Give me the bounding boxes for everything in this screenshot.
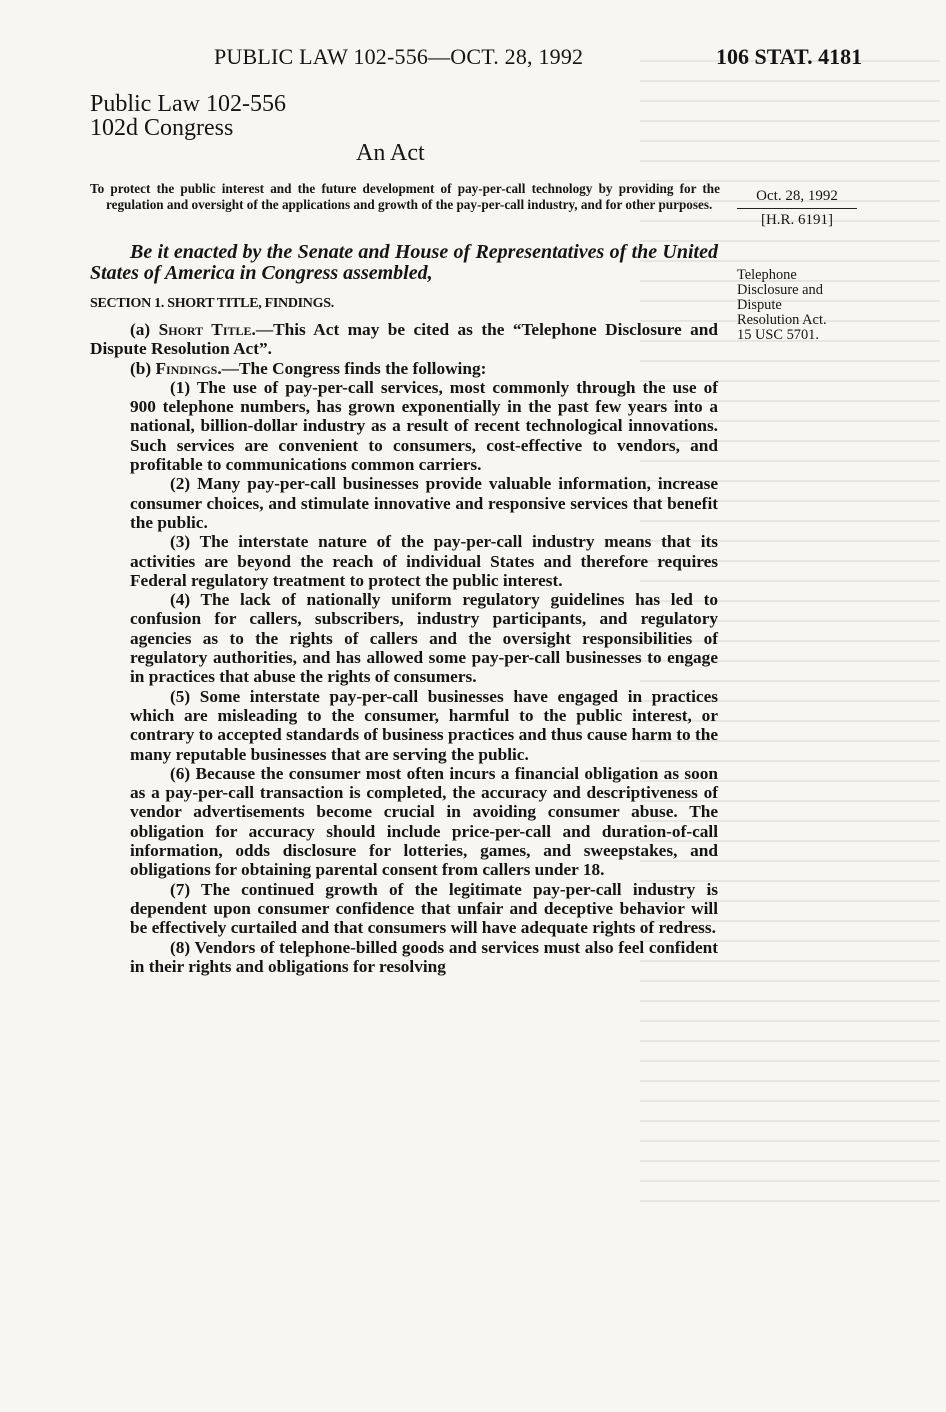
running-head: PUBLIC LAW 102-556—OCT. 28, 1992 (214, 44, 584, 69)
congress-label: 102d Congress (90, 115, 234, 141)
finding-5: (5) Some interstate pay-per-call businesses have engaged in practices which are misleading to the consumer, harmful to the public interest, or contrary to accepted standards of business practices and thus cause harm to the many reputable businesses that are serving the public. (130, 686, 718, 764)
purpose-text: To protect the public interest and the future development of pay-per-call technology by providing for the regulation and oversight of the applications and growth of the pay-per-call industry, and for other purposes. (90, 181, 720, 212)
finding-2: (2) Many pay-per-call businesses provide valuable information, increase consumer choices, and stimulate innovative and responsive services that benefit the public. (130, 474, 718, 532)
subsection-b-label: (b) (130, 358, 156, 378)
margin-short-title-line: Dispute (737, 297, 782, 313)
law-identification (90, 92, 286, 140)
public-law-number: Public Law 102-556 (90, 91, 286, 117)
subsection-a (90, 320, 718, 359)
margin-rule (737, 208, 857, 209)
margin-short-title-line: Disclosure and (737, 282, 823, 298)
margin-short-title-line: Resolution Act. (737, 312, 827, 328)
enacting-clause: Be it enacted by the Senate and House of Representatives of the United States of America in Congress assembled, (90, 241, 718, 284)
usc-citation: 15 USC 5701. (737, 327, 819, 343)
margin-short-title-line: Telephone (737, 267, 797, 283)
subsection-a-caption: Short Title (158, 320, 252, 339)
section-heading: SECTION 1. SHORT TITLE, FINDINGS. (90, 296, 334, 311)
finding-4: (4) The lack of nationally uniform regulatory guidelines has led to confusion for callers, subscribers, industry participants, and regulatory agencies as to the rights of callers and the oversight responsibilities of regulatory authorities, and has allowed some pay-per-call businesses to engage in practices that abuse the rights of consumers. (130, 590, 718, 687)
act-heading: An Act (356, 140, 425, 166)
section-body (90, 320, 718, 976)
finding-8: (8) Vendors of telephone-billed goods and services must also feel confident in their rights and obligations for resolving (130, 937, 718, 976)
enactment-date: Oct. 28, 1992 (756, 188, 838, 204)
margin-date-note (737, 187, 857, 230)
bill-number: [H.R. 6191] (760, 212, 834, 228)
finding-7: (7) The continued growth of the legitimate pay-per-call industry is dependent upon consumer confidence that unfair and deceptive behavior will be effectively curtailed and that consumers will have adequate rights of redress. (130, 879, 718, 938)
subsection-a-label: (a) (130, 320, 159, 339)
purpose-clause (90, 181, 720, 213)
finding-6: (6) Because the consumer most often incurs a financial obligation as soon as a pay-per-call transaction is completed, the accuracy and descriptiveness of vendor advertisements become crucial in avoiding consumer abuse. The obligation for accuracy should include price-per-call and duration-of-call information, odds disclosure for lotteries, games, and sweepstakes, and obligations for obtaining parental consent from callers under 18. (130, 763, 718, 880)
subsection-a-text: .—This Act may be cited as the “Telephone Disclosure and Dispute Resolution Act”. (90, 320, 718, 359)
subsection-b-caption: Findings (155, 358, 218, 378)
subsection-b (90, 359, 718, 378)
subsection-b-text: .—The Congress finds the following: (217, 358, 487, 378)
finding-3: (3) The interstate nature of the pay-per-call industry means that its activities are beyond the reach of individual States and therefore requires Federal regulatory treatment to protect the public interest. (130, 532, 718, 590)
statutes-citation: 106 STAT. 4181 (716, 44, 863, 69)
finding-1: (1) The use of pay-per-call services, most commonly through the use of 900 telephone numbers, has grown exponentially in the past few years into a national, billion-dollar industry as a result of recent technological innovations. Such services are convenient to consumers, cost-effective to vendors, and profitable to communications common carriers. (130, 377, 718, 475)
margin-short-title-note (737, 268, 857, 343)
